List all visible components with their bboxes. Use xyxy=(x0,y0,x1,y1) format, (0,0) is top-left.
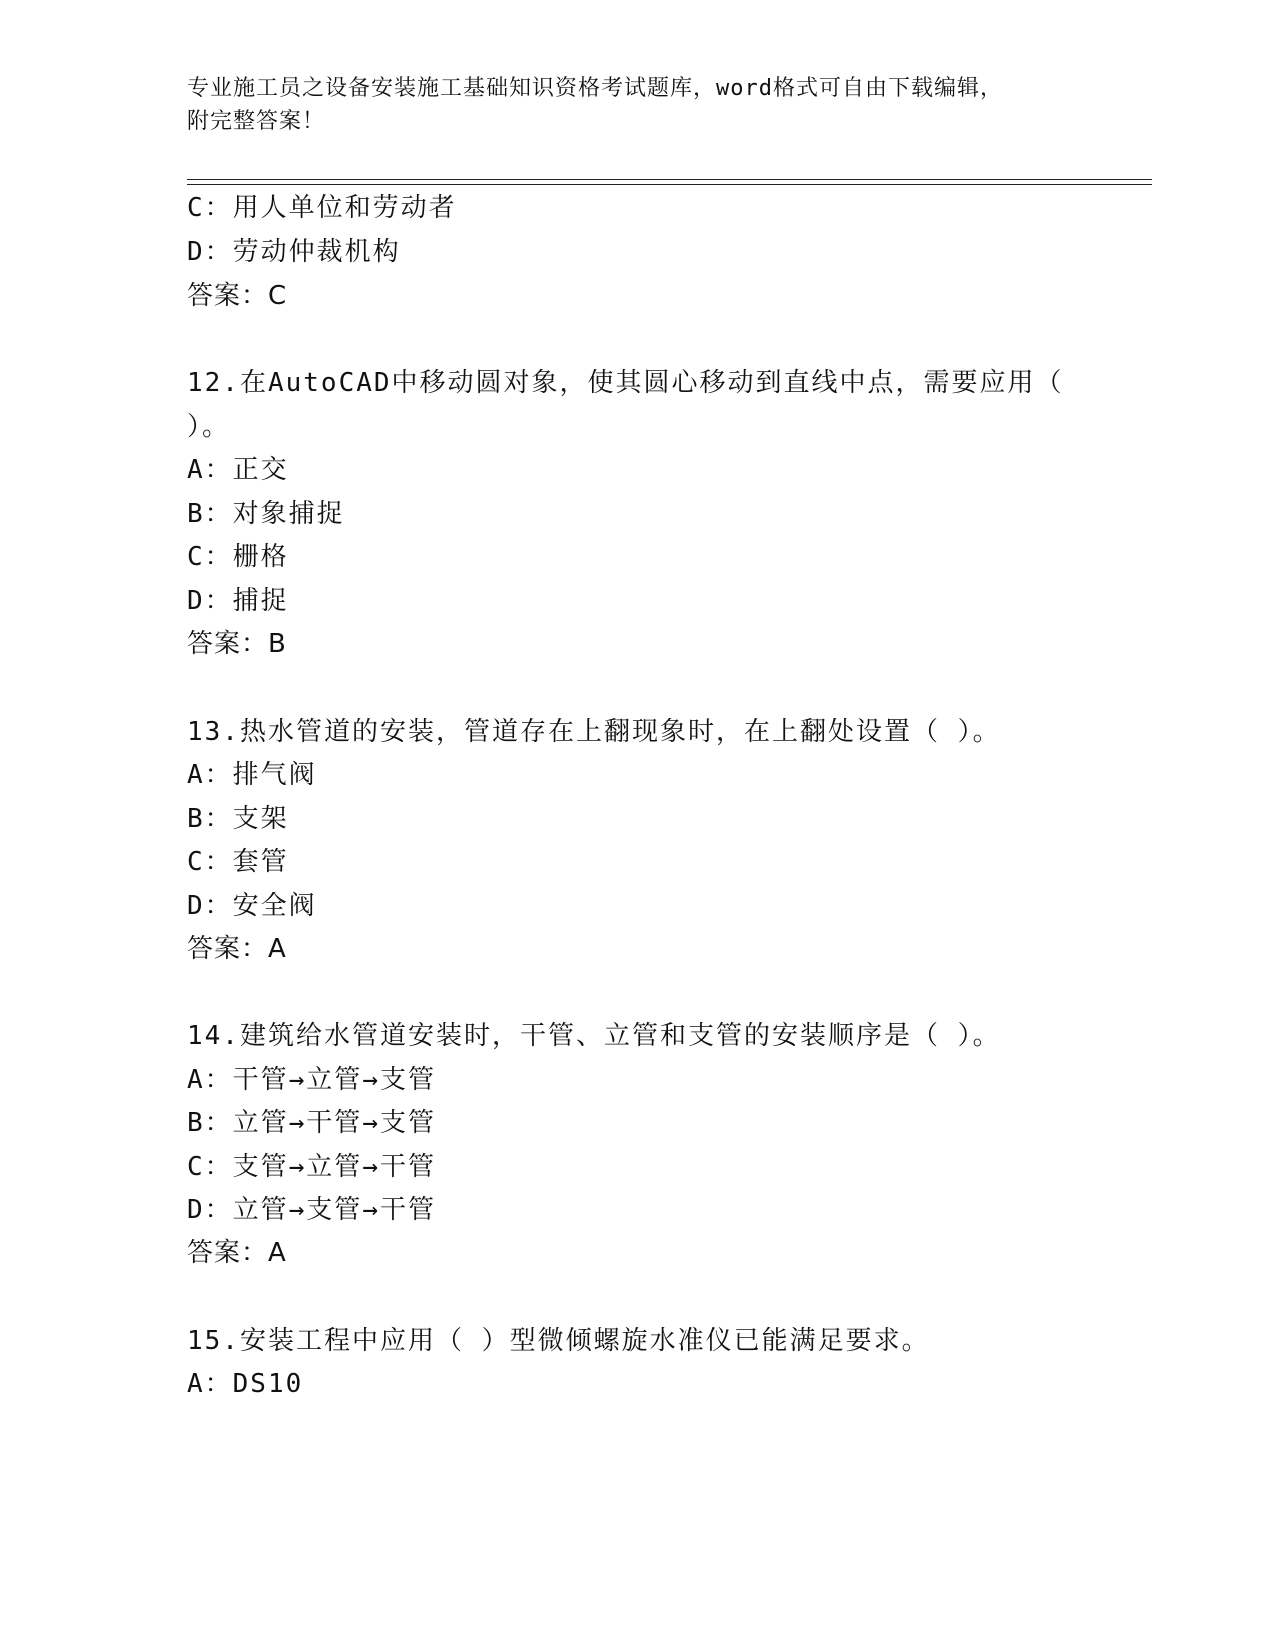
q14-option-c: C：支管→立管→干管 xyxy=(187,1152,436,1182)
q13-option-c: C：套管 xyxy=(187,847,289,877)
q14-stem-line-1: 14.建筑给水管道安装时，干管、立管和支管的安装顺序是（ ）。 xyxy=(187,1021,1001,1051)
q12-option-b: B：对象捕捉 xyxy=(187,499,345,529)
header-divider-top xyxy=(187,179,1152,180)
q12-answer: 答案：B xyxy=(187,629,287,659)
q14-option-a: A：干管→立管→支管 xyxy=(187,1065,436,1095)
header-line-1: 专业施工员之设备安装施工基础知识资格考试题库，word格式可自由下载编辑， xyxy=(187,76,1003,101)
q11-option-d: D：劳动仲裁机构 xyxy=(187,237,401,267)
q12-stem-line-2: ）。 xyxy=(187,412,231,442)
q12-option-c: C：栅格 xyxy=(187,542,289,572)
q13-answer: 答案：A xyxy=(187,934,287,964)
q15-stem-line-1: 15.安装工程中应用（ ）型微倾螺旋水准仪已能满足要求。 xyxy=(187,1326,930,1356)
q15-option-a: A：DS10 xyxy=(187,1369,304,1399)
q14-answer: 答案：A xyxy=(187,1238,287,1268)
q13-option-b: B：支架 xyxy=(187,804,289,834)
q13-option-d: D：安全阀 xyxy=(187,891,317,921)
q12-option-d: D：捕捉 xyxy=(187,586,289,616)
q11-option-c: C：用人单位和劳动者 xyxy=(187,193,457,223)
header-divider-bottom xyxy=(187,184,1152,185)
q14-option-b: B：立管→干管→支管 xyxy=(187,1108,436,1138)
header-line-2: 附完整答案！ xyxy=(187,109,326,134)
q12-stem-line-1: 12.在AutoCAD中移动圆对象，使其圆心移动到直线中点，需要应用（ xyxy=(187,368,1064,398)
document-header xyxy=(187,72,1067,138)
q14-option-d: D：立管→支管→干管 xyxy=(187,1195,436,1225)
q11-answer: 答案：C xyxy=(187,281,288,311)
q12-option-a: A：正交 xyxy=(187,455,289,485)
q13-option-a: A：排气阀 xyxy=(187,760,317,790)
q13-stem-line-1: 13.热水管道的安装，管道存在上翻现象时，在上翻处设置（ ）。 xyxy=(187,717,1001,747)
